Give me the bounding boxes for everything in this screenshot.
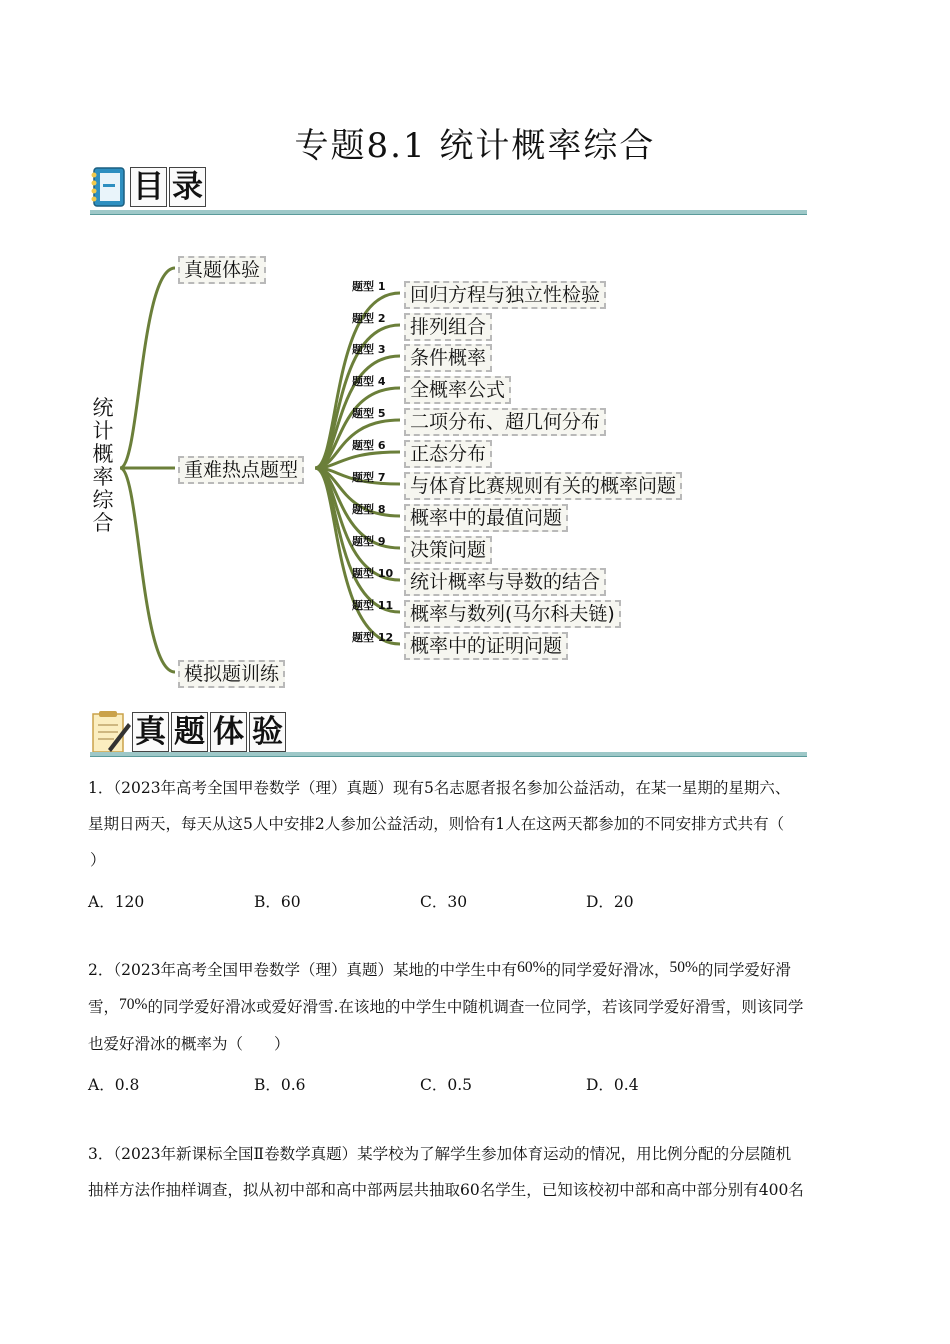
topic-node: 全概率公式 (404, 376, 511, 404)
percent-value: 60% (517, 959, 546, 976)
text-run: 雪， (88, 998, 120, 1016)
topic-tag: 题型 3 (352, 343, 386, 356)
root-char: 综 (92, 488, 114, 512)
question-line: 也爱好滑冰的概率为（ ） (88, 1035, 290, 1053)
topic-tag: 题型 12 (352, 631, 394, 644)
percent-value: 70% (119, 996, 148, 1013)
question-3 (88, 1136, 868, 1208)
section-heading-char: 验 (249, 712, 286, 752)
option-a: A．0.8 (88, 1076, 140, 1094)
topic-tag: 题型 8 (352, 503, 386, 516)
topic-node: 排列组合 (404, 313, 492, 341)
topic-node: 与体育比赛规则有关的概率问题 (404, 472, 682, 500)
text-run: 2．（2023年高考全国甲卷数学（理）真题）某地的中学生中有 (88, 961, 518, 979)
topic-node: 决策问题 (404, 536, 492, 564)
root-char: 率 (92, 465, 114, 489)
topic-tag: 题型 6 (352, 439, 386, 452)
section-heading-char: 体 (210, 712, 247, 752)
topic-node: 统计概率与导数的结合 (404, 568, 606, 596)
option-b: B．0.6 (254, 1076, 306, 1094)
branch-mock-training: 模拟题训练 (178, 660, 285, 688)
text-run: 的同学爱好滑冰， (545, 961, 670, 979)
topic-node: 概率中的最值问题 (404, 504, 568, 532)
question-line (88, 952, 868, 989)
branch-key-topics: 重难热点题型 (178, 456, 304, 484)
section-heading (90, 710, 288, 754)
topic-node: 回归方程与独立性检验 (404, 281, 606, 309)
section-heading-char: 题 (171, 712, 208, 752)
option-b: B．60 (254, 893, 301, 911)
option-d: D．0.4 (586, 1076, 639, 1094)
question-line: 星期日两天，每天从这5人中安排2人参加公益活动，则恰有1人在这两天都参加的不同安排方式共有（ (88, 815, 785, 833)
topic-tag: 题型 9 (352, 535, 386, 548)
option-c: C．0.5 (420, 1076, 473, 1094)
notepad-pen-icon (90, 709, 132, 755)
option-a: A．120 (88, 893, 145, 911)
mindmap-root (90, 397, 116, 535)
topic-tag: 题型 2 (352, 312, 386, 325)
topic-node: 概率与数列(马尔科夫链) (404, 600, 621, 628)
page-title: 专题8.1 统计概率综合 (294, 126, 656, 166)
topic-tag: 题型 4 (352, 375, 386, 388)
topic-node: 概率中的证明问题 (404, 632, 568, 660)
question-2 (88, 952, 868, 1062)
text-run: 的同学爱好滑 (697, 961, 791, 979)
question-line: 1．（2023年高考全国甲卷数学（理）真题）现有5名志愿者报名参加公益活动，在某一星期的星期六、 (88, 779, 791, 797)
topic-node: 二项分布、超几何分布 (404, 408, 606, 436)
question-line: ） (90, 851, 106, 869)
question-line (88, 989, 868, 1026)
section-divider (90, 752, 807, 757)
section-heading-char: 真 (132, 712, 169, 752)
text-run: 的同学爱好滑冰或爱好滑雪.在该地的中学生中随机调查一位同学，若该同学爱好滑雪，则该同学 (147, 998, 804, 1016)
root-char: 合 (92, 511, 114, 535)
option-c: C．30 (420, 893, 468, 911)
topic-tag: 题型 1 (352, 280, 386, 293)
question-line: 抽样方法作抽样调查，拟从初中部和高中部两层共抽取60名学生，已知该校初中部和高中部分别有400名 (88, 1181, 804, 1199)
option-d: D．20 (586, 893, 634, 911)
toc-heading-char: 录 (169, 167, 206, 207)
question-line: 3．（2023年新课标全国Ⅱ卷数学真题）某学校为了解学生参加体育运动的情况，用比例分配的分层随机 (88, 1145, 792, 1163)
topic-node: 条件概率 (404, 344, 492, 372)
topic-node: 正态分布 (404, 440, 492, 468)
topic-tag: 题型 11 (352, 599, 394, 612)
percent-value: 50% (669, 959, 698, 976)
root-char: 统 (92, 396, 114, 420)
root-char: 计 (92, 419, 114, 443)
question-2-options (88, 1073, 752, 1095)
topic-tag: 题型 7 (352, 471, 386, 484)
topic-tag: 题型 5 (352, 407, 386, 420)
question-1-options (88, 890, 752, 912)
topic-tag: 题型 10 (352, 567, 394, 580)
root-char: 概 (92, 442, 114, 466)
branch-real-exam: 真题体验 (178, 256, 266, 284)
toc-heading-char: 目 (130, 167, 167, 207)
question-1 (88, 770, 868, 878)
